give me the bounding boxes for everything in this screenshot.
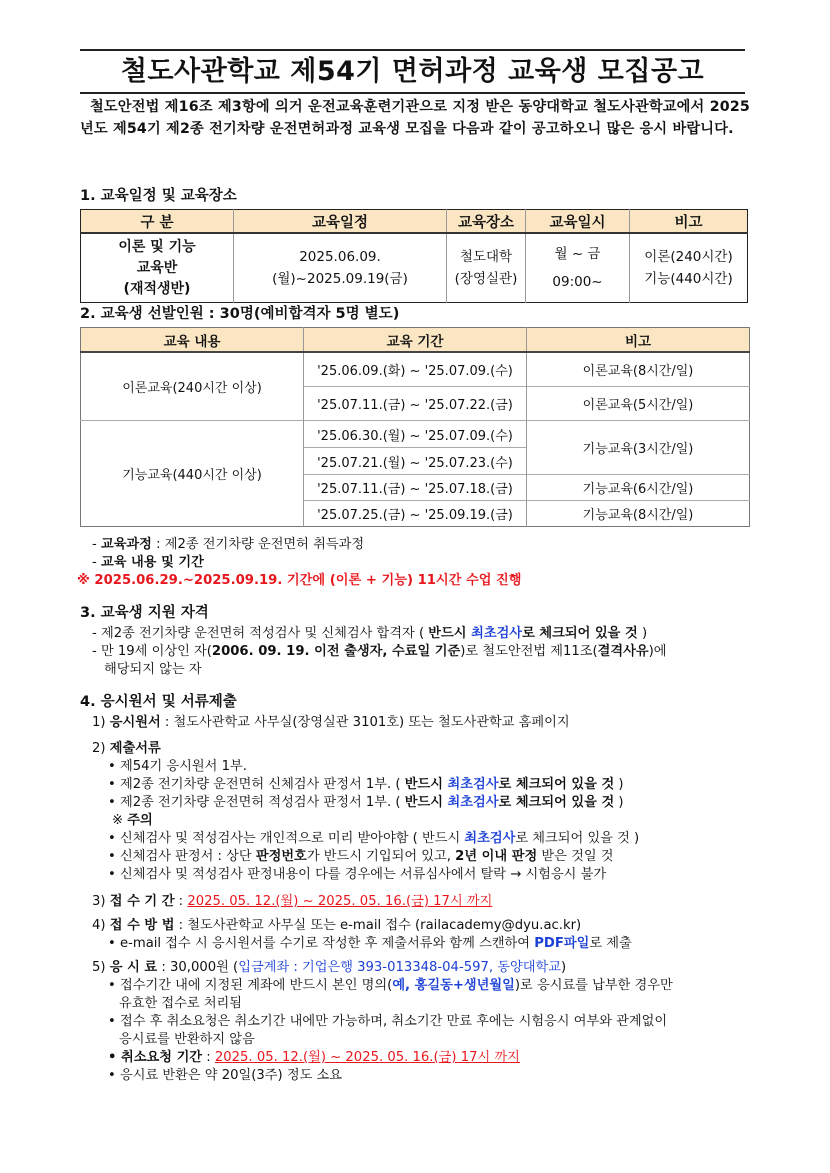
content-cell: 기능교육(440시간 이상) (81, 421, 304, 527)
period-cell: '25.07.25.(금) ~ '25.09.19.(금) (304, 501, 527, 527)
table-header: 구 분 (81, 210, 234, 234)
page-title: 철도사관학교 제54기 면허과정 교육생 모집공고 (120, 56, 705, 87)
document-item (108, 773, 624, 792)
dash: - (92, 555, 101, 570)
course-value: : 제2종 전기차량 운전면허 취득과정 (151, 537, 365, 552)
category-line: (재적생반) (123, 280, 191, 297)
time-cell (526, 233, 630, 303)
text: 접 수 방 법 (109, 918, 175, 933)
table-row (81, 421, 750, 448)
text: )에 (648, 644, 667, 659)
text: 반드시 (404, 795, 448, 810)
text: 로 체크되어 있을 것 (498, 777, 615, 792)
content-cell: 이론교육(240시간 이상) (81, 352, 304, 421)
highlight-text: 최초검사 (471, 626, 523, 641)
note-cell: 기능교육(8시간/일) (527, 501, 750, 527)
section4-heading: 4. 응시원서 및 서류제출 (80, 694, 237, 710)
title-bottom-rule (80, 92, 745, 94)
highlight-text: 최초검사 (464, 831, 516, 846)
period-cell: '25.07.11.(금) ~ '25.07.18.(금) (304, 475, 527, 501)
period-cell: '25.06.30.(월) ~ '25.07.09.(수) (304, 421, 527, 448)
content-note (92, 551, 204, 570)
fee-item (108, 1046, 520, 1065)
text: 응 시 료 (109, 960, 158, 975)
documents-line (92, 737, 161, 756)
application-form-line (92, 711, 570, 730)
table-header: 비고 (630, 210, 748, 234)
text: • e-mail 접수 시 응시원서를 수기로 작성한 후 제출서류와 함께 스캔하여 (108, 936, 535, 951)
text: - 제2종 전기차량 운전면허 적성검사 및 신체검사 합격자 ( (92, 626, 429, 641)
text: )로 철도안전법 제11조( (460, 644, 598, 659)
text: 판정번호 (255, 849, 307, 864)
note-cell (630, 233, 748, 303)
schedule-cell: 2025.06.09.(월)~2025.09.19(금) (234, 233, 447, 303)
email-instruction (108, 932, 632, 951)
section3-heading: 3. 교육생 지원 자격 (80, 605, 209, 621)
text: )로 응시료를 납부한 경우만 (514, 978, 673, 993)
text: 로 체크되어 있을 것 (498, 795, 615, 810)
highlight-text: 예, 홍길동+생년월일 (392, 978, 515, 993)
caution-heading (112, 809, 153, 828)
text: 반드시 (404, 777, 448, 792)
fee-line (92, 956, 566, 975)
table-header: 교육일정 (234, 210, 447, 234)
period-cell: '25.06.09.(화) ~ '25.07.09.(수) (304, 352, 527, 387)
qualification-1 (92, 622, 647, 641)
reception-period-line (92, 890, 492, 909)
section1-heading: 1. 교육일정 및 교육장소 (80, 188, 237, 204)
table-header-row (81, 210, 748, 234)
text: - 만 19세 이상인 자( (92, 644, 212, 659)
text: : (174, 894, 188, 909)
category-line: 교육반 (136, 259, 178, 276)
training-period-table (80, 327, 750, 527)
text: 제출서류 (109, 741, 161, 756)
text: • 접수기간 내에 지정된 계좌에 반드시 본인 명의( (108, 978, 393, 993)
text: : 30,000원 ( (157, 960, 239, 975)
table-row (81, 352, 750, 387)
text: ) (637, 626, 648, 641)
table-header: 비고 (527, 328, 750, 353)
text: 주의 (127, 813, 153, 828)
text: 1) (92, 715, 106, 730)
fee-item: • 접수 후 취소요청은 취소기간 내에만 가능하며, 취소기간 만료 후에는 시험응시 여부와 관계없이 (108, 1014, 668, 1029)
content-label: 교육 내용 및 기간 (100, 555, 204, 570)
text: 로 체크되어 있을 것 ) (515, 831, 640, 846)
title-top-rule (80, 49, 745, 51)
table-header: 교육 내용 (81, 328, 304, 353)
text: 4) (92, 918, 106, 933)
text: 5) (92, 960, 106, 975)
note-cell: 기능교육(3시간/일) (527, 421, 750, 475)
caution-item: • 신체검사 및 적성검사 판정내용이 다를 경우에는 서류심사에서 탈락 → 시험응시 불가 (108, 867, 607, 882)
text: 가 반드시 기입되어 있고, (306, 849, 456, 864)
note-cell: 이론교육(8시간/일) (527, 352, 750, 387)
deadline-text: 2025. 05. 12.(월) ~ 2025. 05. 16.(금) 17시 까지 (187, 894, 493, 909)
highlight-text: PDF파일 (534, 936, 590, 951)
intro-paragraph: 철도안전법 제16조 제3항에 의거 운전교육훈련기관으로 지정 받은 동양대학교 철도사관학교에서 2025년도 제54기 제2종 전기차량 운전면허과정 교육생 모집을 다음과 같이 공고하오니 많은 응시 바랍니다. (80, 99, 750, 137)
text: ) (560, 960, 567, 975)
table-header: 교육일시 (526, 210, 630, 234)
deadline-text: 2025. 05. 12.(월) ~ 2025. 05. 16.(금) 17시 까지 (214, 1050, 520, 1065)
warning-note: ※ 2025.06.29.~2025.09.19. 기간에 (이론 + 기능) 11시간 수업 진행 (77, 573, 522, 588)
document-item (108, 791, 624, 810)
text: : (202, 1050, 215, 1065)
text: 2006. 09. 19. 이전 출생자, 수료일 기준 (211, 644, 461, 659)
table-header: 교육 기간 (304, 328, 527, 353)
schedule-table (80, 209, 748, 303)
text: 3) (92, 894, 106, 909)
text: ) (614, 795, 624, 810)
fee-item-cont: 유효한 접수로 처리됨 (119, 996, 243, 1011)
text: • 제2종 전기차량 운전면허 적성검사 판정서 1부. ( (108, 795, 405, 810)
fee-item-cont: 응시료를 반환하지 않음 (119, 1032, 255, 1047)
highlight-text: 최초검사 (447, 777, 499, 792)
course-note (92, 533, 364, 552)
place-line: 철도대학 (459, 249, 513, 265)
dash: - (92, 537, 101, 552)
text: : 철도사관학교 사무실 또는 e-mail 접수 (railacademy@dyu.ac.kr) (174, 918, 582, 933)
table-row (81, 233, 748, 303)
text: 결격사유 (597, 644, 649, 659)
text: 2년 이내 판정 (455, 849, 538, 864)
caution-item (108, 827, 639, 846)
text: 로 제출 (589, 936, 632, 951)
period-cell: '25.07.21.(월) ~ '25.07.23.(수) (304, 448, 527, 475)
table-header-row (81, 328, 750, 353)
text: : 철도사관학교 사무실(장영실관 3101호) 또는 철도사관학교 홈페이지 (160, 715, 570, 730)
reception-method-line (92, 914, 581, 933)
text: • 신체검사 및 적성검사는 개인적으로 미리 받아야함 ( 반드시 (108, 831, 465, 846)
text: • 취소요청 기간 (108, 1050, 203, 1065)
account-text: 입금계좌 : 기업은행 393-013348-04-597, 동양대학교 (238, 960, 561, 975)
category-cell (81, 233, 234, 303)
note-line: 기능(440시간) (644, 271, 733, 287)
fee-item (108, 974, 673, 993)
qualification-2 (92, 640, 667, 659)
text: 받은 것일 것 (537, 849, 614, 864)
document-item: • 제54기 응시원서 1부. (108, 759, 247, 774)
fee-item: • 응시료 반환은 약 20일(3주) 정도 소요 (108, 1068, 342, 1083)
text: ※ (112, 813, 128, 828)
text: 2) (92, 741, 106, 756)
course-label: 교육과정 (100, 537, 152, 552)
time-line: 월 ~ 금 (554, 246, 601, 262)
text: 로 체크되어 있을 것 (522, 626, 638, 641)
time-line: 09:00~ (552, 274, 603, 290)
place-line: (장영실관) (454, 271, 518, 287)
text: • 제2종 전기차량 운전면허 신체검사 판정서 1부. ( (108, 777, 405, 792)
category-line: 이론 및 기능 (118, 238, 196, 255)
period-cell: '25.07.11.(금) ~ '25.07.22.(금) (304, 387, 527, 421)
note-cell: 이론교육(5시간/일) (527, 387, 750, 421)
text: • 신체검사 판정서 : 상단 (108, 849, 256, 864)
note-cell: 기능교육(6시간/일) (527, 475, 750, 501)
text: 응시원서 (109, 715, 161, 730)
section2-heading: 2. 교육생 선발인원 : 30명(예비합격자 5명 별도) (80, 306, 400, 322)
note-line: 이론(240시간) (644, 249, 733, 265)
place-cell (447, 233, 526, 303)
highlight-text: 최초검사 (447, 795, 499, 810)
caution-item (108, 845, 614, 864)
text: 접 수 기 간 (109, 894, 175, 909)
text: ) (614, 777, 624, 792)
qualification-2-cont: 해당되지 않는 자 (104, 662, 202, 677)
table-header: 교육장소 (447, 210, 526, 234)
text: 반드시 (428, 626, 472, 641)
